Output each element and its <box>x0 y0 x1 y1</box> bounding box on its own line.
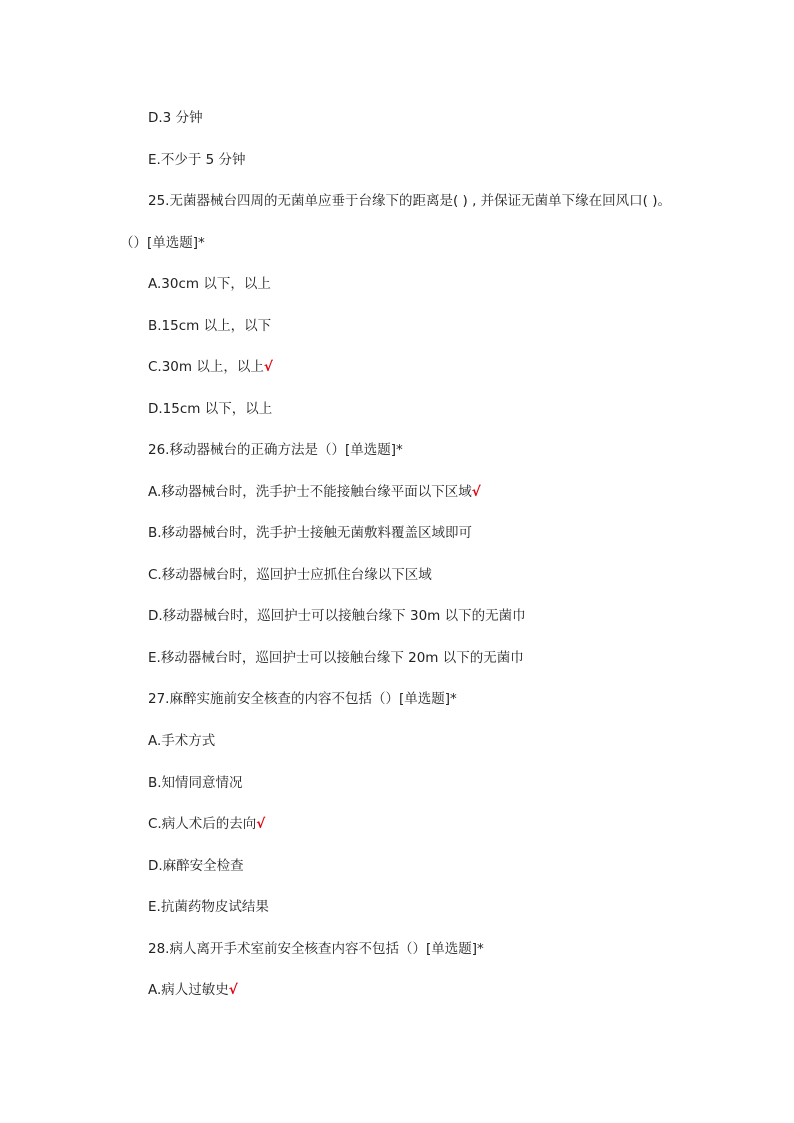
option-line: A.手术方式 <box>148 733 216 749</box>
option-line: D.15cm 以下，以上 <box>148 401 273 417</box>
option-line: D.移动器械台时，巡回护士可以接触台缘下 30m 以下的无菌巾 <box>148 608 526 624</box>
correct-check-icon: √ <box>263 359 273 375</box>
question-27-text: 27.麻醉实施前安全核查的内容不包括（）[单选题]* <box>148 691 457 707</box>
question-26-text: 26.移动器械台的正确方法是（）[单选题]* <box>148 442 403 458</box>
option-line: C.移动器械台时，巡回护士应抓住台缘以下区域 <box>148 567 432 583</box>
question-25-text: 25.无菌器械台四周的无菌单应垂于台缘下的距离是( ) , 并保证无菌单下缘在回风口( )。 <box>148 193 671 209</box>
correct-check-icon: √ <box>471 484 481 500</box>
option-line: A.30cm 以下，以上 <box>148 276 271 292</box>
option-line: D.3 分钟 <box>148 110 203 126</box>
question-25-type: （）[单选题]* <box>120 235 205 251</box>
option-line: E.移动器械台时，巡回护士可以接触台缘下 20m 以下的无菌巾 <box>148 650 524 666</box>
option-line: E.不少于 5 分钟 <box>148 152 246 168</box>
question-28-text: 28.病人离开手术室前安全核查内容不包括（）[单选题]* <box>148 941 484 957</box>
option-line-correct: C.病人术后的去向√ <box>148 816 266 832</box>
option-line-correct: C.30m 以上，以上√ <box>148 359 273 375</box>
option-line: D.麻醉安全检查 <box>148 858 244 874</box>
option-line: B.知情同意情况 <box>148 775 243 791</box>
option-line: E.抗菌药物皮试结果 <box>148 899 269 915</box>
correct-check-icon: √ <box>256 816 266 832</box>
correct-check-icon: √ <box>228 982 238 998</box>
option-line: B.移动器械台时，洗手护士接触无菌敷料覆盖区域即可 <box>148 525 473 541</box>
option-line: B.15cm 以上，以下 <box>148 318 272 334</box>
option-line-correct: A.病人过敏史√ <box>148 982 238 998</box>
option-line-correct: A.移动器械台时，洗手护士不能接触台缘平面以下区域√ <box>148 484 481 500</box>
